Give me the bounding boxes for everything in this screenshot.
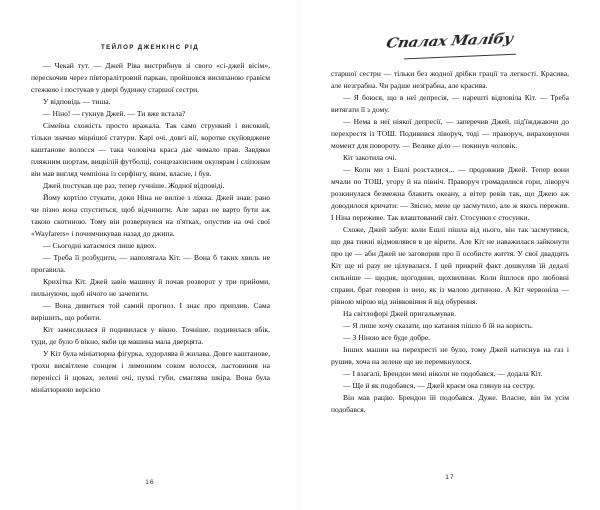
right-page-inner [300, 0, 600, 510]
running-head-author: ТЕЙЛОР ДЖЕНКІНС РІД [100, 44, 199, 51]
paragraph: — Я лише хочу сказати, що катання пішло б їй на користь. [343, 321, 533, 330]
paragraph: — Вона дивиться той самий прогноз. І знає про приплив. Сама вирішить, що робити. [31, 301, 270, 322]
paragraph: Йому кортіло стукати, доки Ніна не вилізе з ліжка. Джей знав: рано чи пізно вона спуститься, щоб відчинити. Але зараз не варто бути аж такою скотиною. Тому він розвернувся на п'ятках, опустив на очі свої «Wayfarers» і почимчикував назад до джипа. [31, 193, 270, 238]
paragraph: У відповідь — тиша. [43, 97, 111, 106]
paragraph: — Чекай тут. — Джей Ріва вистрибнув зі свого «сі-джей вісім», перескочив через півторалітровий паркан, пройшовся висипаною гравієм стежкою і постукав у двері будинку старшої сестри. [31, 61, 270, 94]
paragraph: У Кіт була мініатюрна фігурка, худорлява й жилава. Довге каштанове, трохи висвітлене сонцем і лимонним соком волосся, ластовиння на переніссі й щоках, зелені очі, пухкі губи, смаглява шкіра. Вона була мініатюрною версією [31, 349, 270, 394]
paragraph: Кіт закотила очі. [343, 153, 397, 162]
running-head-title-text: Спалах Малібу [385, 30, 515, 52]
right-page-text-block [331, 68, 569, 416]
paragraph: — Ще й як подобався, — Джей краєм ока глянув на сестру. [343, 381, 535, 390]
paragraph: — З Ніною все буде добре. [343, 333, 431, 342]
paragraph: — Сьогодні катаємося лише вдвох. [43, 241, 157, 250]
paragraph: Інших машин на перехресті не було, тому Джей натиснув на газ і рушив, хоча на зелене ще не перемкнулося. [331, 345, 569, 366]
page-number-right: 17 [445, 474, 455, 481]
right-page [300, 0, 600, 510]
paragraph: Кіт замислилася й подивилася у вікно. Точніше, подивилася вбік, туди, де було б вікно, якби ця машина мала дверцята. [31, 325, 270, 346]
paragraph: На світлофорі Джей пригальмував. [343, 309, 456, 318]
paragraph: — Коли ми з Ешлі розсталися... — продовжив Джей. Тепер вони мчали по ТОШ, угору й на північ. Праворуч громадилися гори, ліворуч розкинулася безмежна блакить океану, а вітер ревів так, що Джею аж доводилося кричати: — Звісно, мене це засмутило, але ж якось пережив. І Ніна переживе. Так влаштований світ. Стосунки є стосунки. [331, 165, 569, 222]
paragraph: — Треба її розбудити, — наполягала Кіт. — Вона б таких хвиль не прогавила. [31, 253, 270, 274]
script-underline-flourish [404, 54, 516, 60]
paragraph: — Ніно! — гукнув Джей. — Ти вже встала? [43, 109, 186, 118]
paragraph: Крихітка Кіт. Джей завів машину й почав розворот у три прийоми, пильнуючи, щоб нічого не зачепити. [31, 277, 270, 298]
paragraph: Він мав рацію. Брендон їй подобався. Дуже. Власне, він їм усім подобався. [331, 393, 569, 414]
paragraph: Джей постукав ще раз, тепер гучніше. Жодної відповіді. [43, 181, 225, 190]
paragraph: старшої сестри — тільки без жодної дрібки грації та легкості. Красива, але незграбна. Чи радше незграбна, але красива. [331, 69, 569, 90]
running-head-title-script [300, 32, 600, 58]
paragraph: Схоже, Джей забув: коли Ешлі пішла від нього, він так засмутився, що два тижні відмовлявся в це вірити. Але Кіт не наважилася зайконути про це — аби Джей не заговорив про її особисте життя. У свої двадцять Кіт ще ні разу не цілувалася. І цей прикрий факт дошкуляв їй дедалі сильніше — щодня, щогодини, щохвилини. Коли йшлося про любовні справи, брат говорив із нею, як із малою дитиною. А Кіт червоніла — рівною мірою від зніяковіння й від обурення. [331, 225, 569, 306]
paragraph: — Нема в неї ніякої депресії, — заперечив Джей, під'їжджаючи до перехрестя із ТОШ. Подивився ліворуч, тоді — праворуч, вираховуючи момент для повороту. — Велике діло — покинув чоловік. [331, 117, 569, 150]
paragraph: Сімейна схожість просто вражала. Так само стрункий і високий, тільки значно міцнішої статури. Карі очі, довгі вії, коротке скуйовджене каштанове волосся — така чоловіча краса дає чимало прав. Завдяки пляжним шортам, вицвілій футболці, сонцезахисним окулярам і сліпонам він мав вигляд чемпіона із серфінгу, яким, власне, і був. [31, 121, 270, 178]
page-number-left: 16 [145, 479, 155, 486]
paragraph: — І взагалі, Брендон мені ніколи не подобався, — додала Кіт. [343, 369, 543, 378]
left-page-text-block [31, 60, 270, 396]
paragraph: — Я боюся, що в неї депресія, — нарешті відповіла Кіт. — Треба витягати її з дому. [331, 93, 569, 114]
